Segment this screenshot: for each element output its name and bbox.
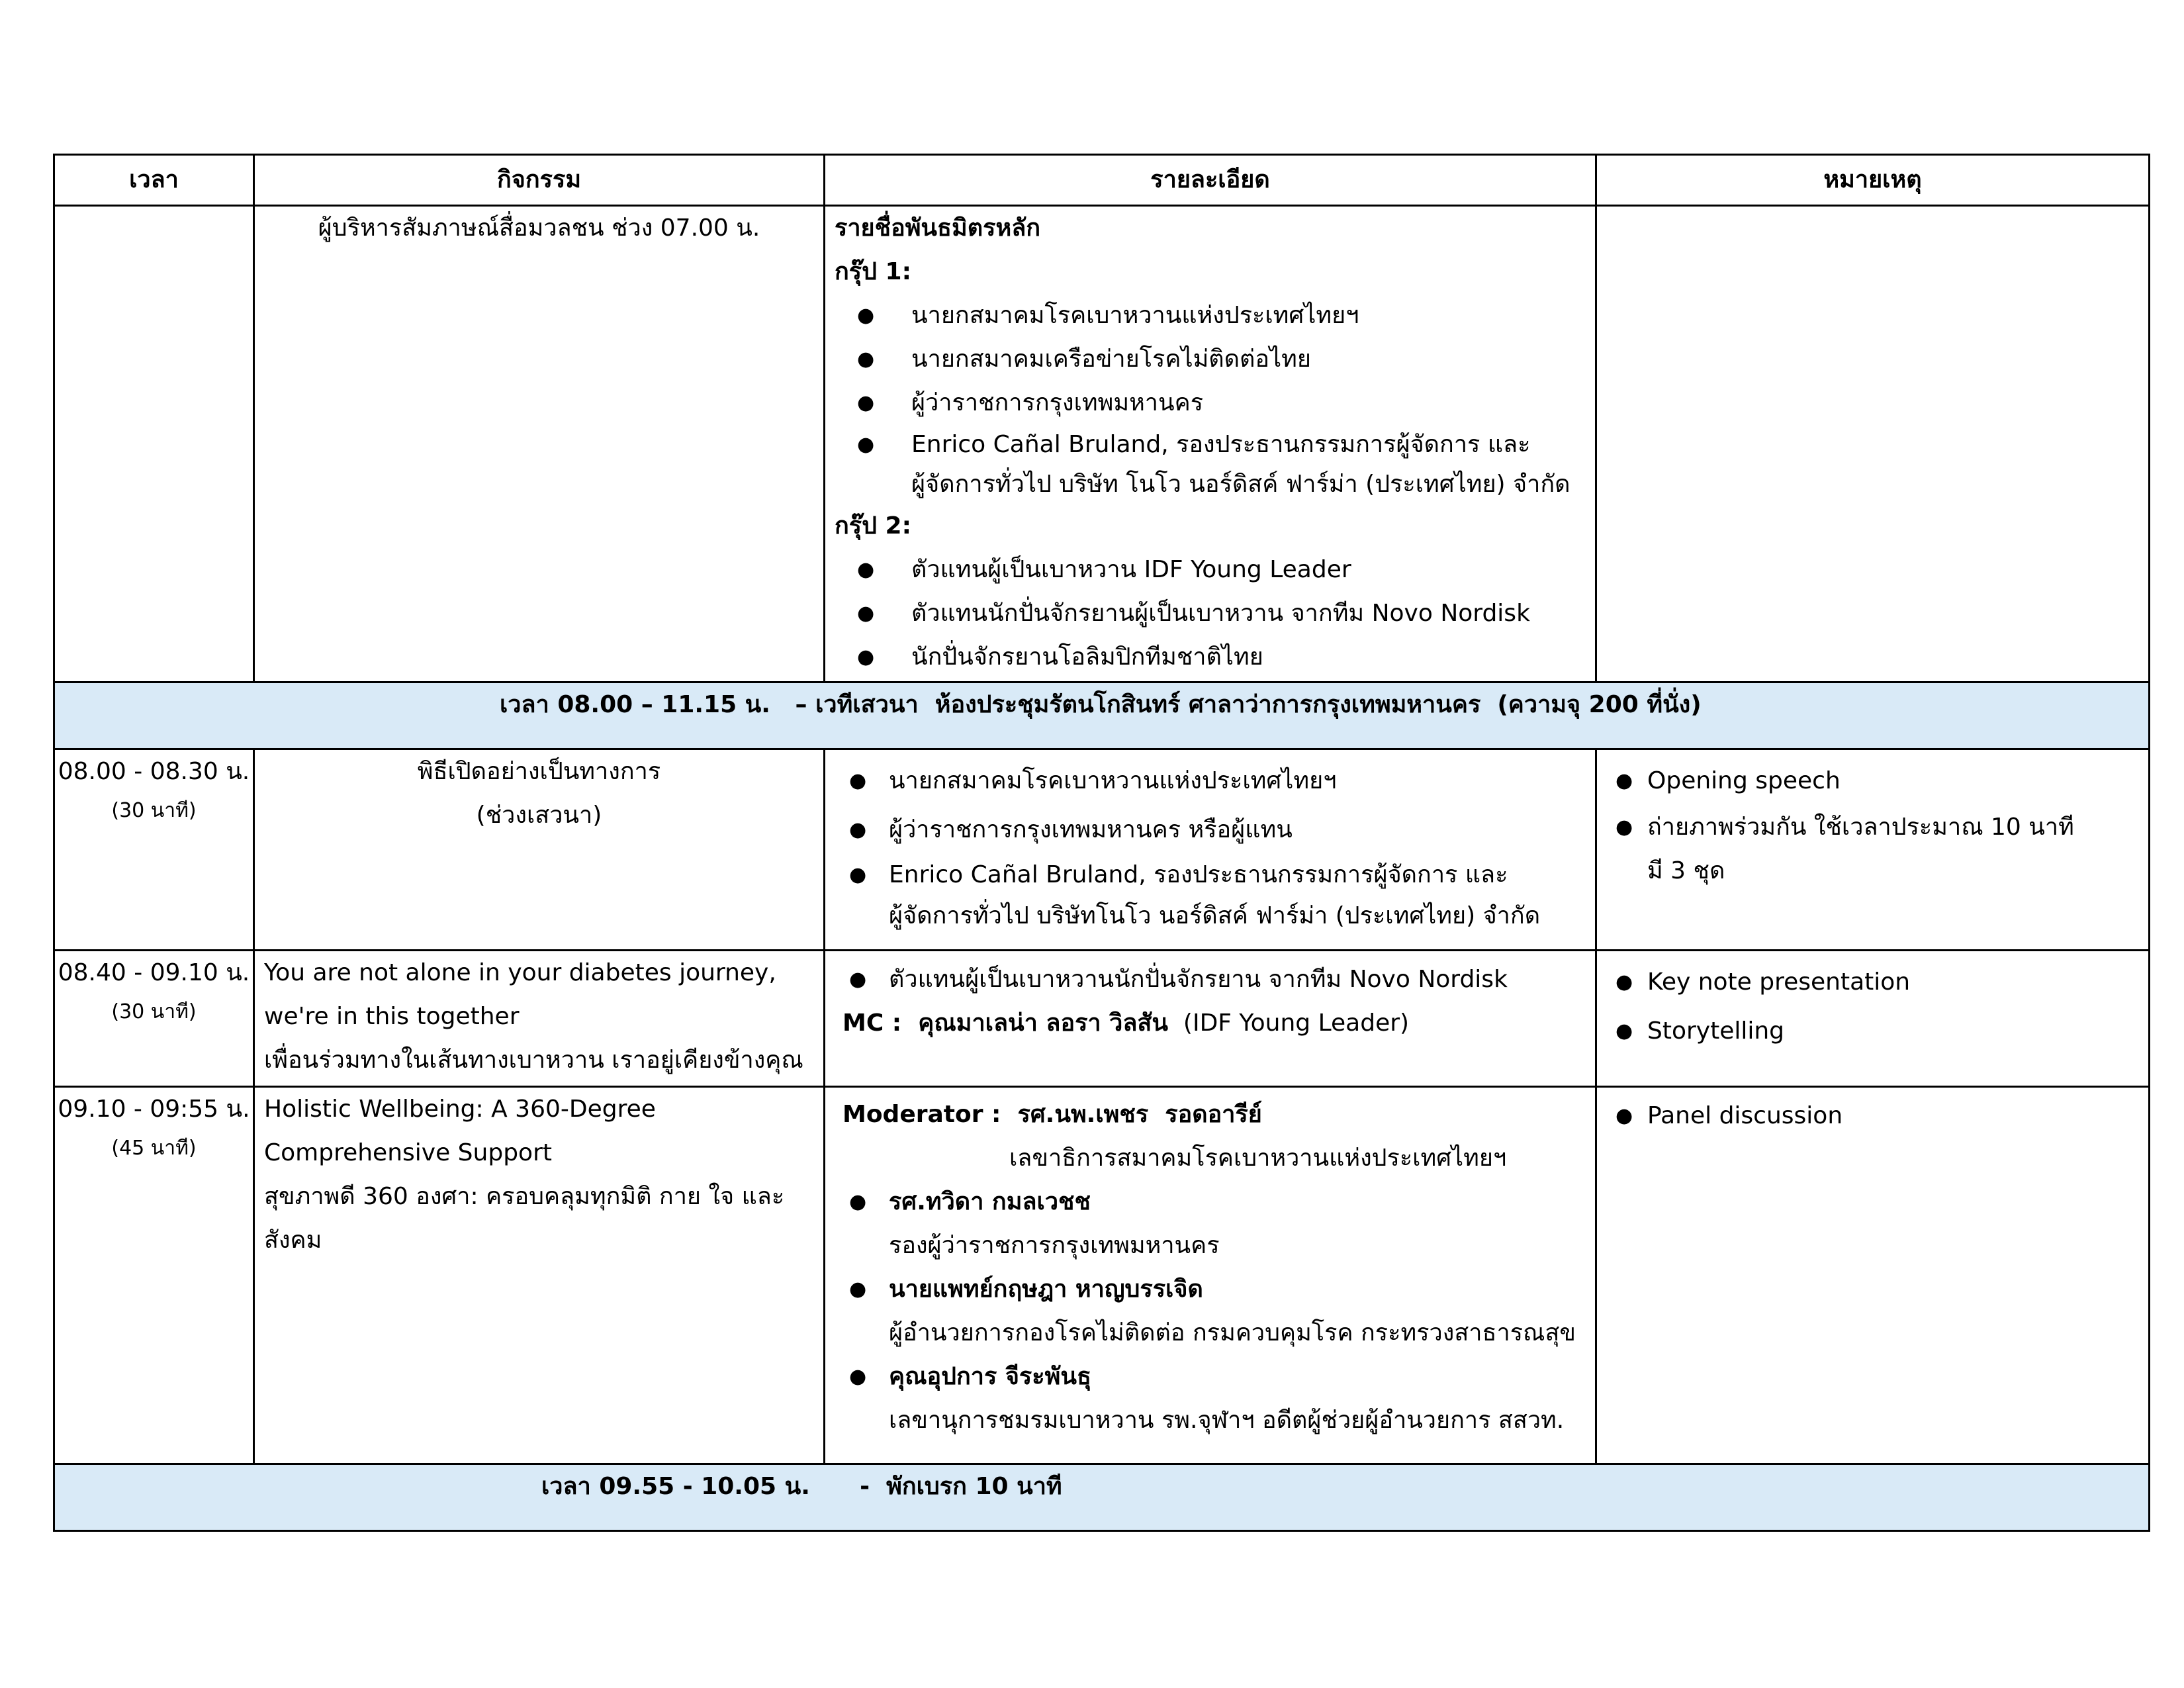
panelist-title: รองผู้ว่าราชการกรุงเทพมหานคร — [889, 1232, 1220, 1259]
group1-continuation: ผู้จัดการทั่วไป บริษัท โนโว นอร์ดิสค์ ฟาร์ม่า (ประเทศไทย) จำกัด — [911, 471, 1570, 498]
activity-cell — [254, 749, 825, 951]
list-item: ● Enrico Cañal Bruland, รองประธานกรรมการผู้จัดการ และ — [835, 425, 1584, 465]
header-detail: รายละเอียด — [825, 155, 1596, 206]
moderator-line: Moderator : รศ.นพ.เพชร รอดอารีย์ — [842, 1101, 1262, 1128]
section-break-text: เวลา 09.55 - 10.05 น. - พักเบรก 10 นาที — [541, 1473, 1062, 1500]
list-item: ● Opening speech — [1608, 757, 2138, 806]
header-row — [54, 155, 2150, 206]
panelist-name: ● รศ.ทวิดา กมลเวชช — [889, 1188, 1091, 1215]
note-continuation: มี 3 ชุด — [1647, 857, 1725, 884]
note-cell — [1596, 951, 2150, 1087]
note-list — [1608, 1094, 2138, 1138]
time-cell — [54, 749, 254, 951]
panelist-title: ผู้อำนวยการกองโรคไม่ติดต่อ กรมควบคุมโรค กระทรวงสาธารณสุข — [889, 1319, 1576, 1346]
section-row-forum — [54, 682, 2150, 749]
activity-cell — [254, 951, 825, 1087]
panelist-name: ● นายแพทย์กฤษฎา หาญบรรเจิด — [889, 1276, 1203, 1303]
list-item: ● Enrico Cañal Bruland, รองประธานกรรมการผู้จัดการ และ — [836, 855, 1584, 896]
section-banner — [54, 682, 2150, 749]
detail-cell — [825, 1087, 1596, 1464]
activity-line: You are not alone in your diabetes journey, — [264, 959, 776, 986]
detail-title: รายชื่อพันธมิตรหลัก — [835, 214, 1041, 242]
mc-suffix: (IDF Young Leader) — [1168, 1009, 1410, 1037]
list-item: ● ตัวแทนนักปั่นจักรยานผู้เป็นเบาหวาน จากทีม Novo Nordisk — [835, 592, 1584, 635]
table-row-keynote — [54, 951, 2150, 1087]
detail-cell — [825, 749, 1596, 951]
panelist-list — [836, 1180, 1584, 1442]
list-item: ● ตัวแทนผู้เป็นเบาหวาน IDF Young Leader — [835, 548, 1584, 592]
schedule-table — [53, 154, 2150, 1532]
activity-text: ผู้บริหารสัมภาษณ์สื่อมวลชน ช่วง 07.00 น. — [318, 214, 760, 242]
time-cell — [54, 206, 254, 682]
panelist-name: ● คุณอุปการ จีระพันธุ — [889, 1363, 1091, 1390]
note-list — [1608, 958, 2138, 1056]
activity-line: เพื่อนร่วมทางในเส้นทางเบาหวาน เราอยู่เคียงข้างคุณ — [264, 1047, 803, 1074]
list-item: ● Panel discussion — [1608, 1094, 2138, 1138]
list-item: ● ผู้ว่าราชการกรุงเทพมหานคร — [835, 381, 1584, 425]
note-cell — [1596, 1087, 2150, 1464]
header-activity: กิจกรรม — [254, 155, 825, 206]
list-item: ● ผู้ว่าราชการกรุงเทพมหานคร หรือผู้แทน — [836, 806, 1584, 855]
group1-label: กรุ๊ป 1: — [835, 258, 911, 285]
activity-line: (ช่วงเสวนา) — [476, 802, 602, 829]
list-item — [836, 1180, 1584, 1268]
list-item: ● นายกสมาคมโรคเบาหวานแห่งประเทศไทยฯ — [836, 757, 1584, 806]
group2-list — [835, 548, 1584, 679]
detail-continuation: ผู้จัดการทั่วไป บริษัทโนโว นอร์ดิสค์ ฟาร์ม่า (ประเทศไทย) จำกัด — [889, 902, 1541, 929]
activity-cell — [254, 1087, 825, 1464]
list-item: ● Storytelling — [1608, 1007, 2138, 1056]
group2-label: กรุ๊ป 2: — [835, 512, 911, 539]
panelist-title: เลขานุการชมรมเบาหวาน รพ.จุฬาฯ อดีตผู้ช่วยผู้อำนวยการ สสวท. — [889, 1407, 1565, 1434]
header-note: หมายเหตุ — [1596, 155, 2150, 206]
time-range: 09.10 - 09:55 น. — [58, 1096, 250, 1123]
list-item: ● นักปั่นจักรยานโอลิมปิกทีมชาติไทย — [835, 635, 1584, 679]
header-time: เวลา — [54, 155, 254, 206]
activity-line: พิธีเปิดอย่างเป็นทางการ — [417, 758, 661, 785]
mc-label: MC : คุณมาเลน่า ลอรา วิลสัน — [842, 1009, 1169, 1037]
list-item: ● Key note presentation — [1608, 958, 2138, 1007]
moderator-title: เลขาธิการสมาคมโรคเบาหวานแห่งประเทศไทยฯ — [1009, 1145, 1507, 1172]
list-item — [836, 1355, 1584, 1442]
duration: (30 นาที) — [111, 1000, 197, 1023]
note-cell — [1596, 749, 2150, 951]
detail-list — [836, 958, 1584, 1002]
detail-cell — [825, 206, 1596, 682]
table-row-panel — [54, 1087, 2150, 1464]
time-cell — [54, 1087, 254, 1464]
activity-line: สุขภาพดี 360 องศา: ครอบคลุมทุกมิติ กาย ใจ และ — [264, 1183, 785, 1210]
note-list — [1608, 757, 2138, 849]
section-forum-text: เวลา 08.00 – 11.15 น. – เวทีเสวนา ห้องประชุมรัตนโกสินทร์ ศาลาว่าการกรุงเทพมหานคร (ความจุ 200 ที่นั่ง) — [500, 691, 1702, 718]
section-row-break — [54, 1464, 2150, 1531]
activity-line: we're in this together — [264, 1003, 520, 1030]
list-item: ● นายกสมาคมเครือข่ายโรคไม่ติดต่อไทย — [835, 338, 1584, 381]
duration: (45 นาที) — [111, 1137, 197, 1160]
detail-list — [836, 757, 1584, 896]
activity-line: Holistic Wellbeing: A 360-Degree — [264, 1096, 656, 1123]
list-item: ● ถ่ายภาพร่วมกัน ใช้เวลาประมาณ 10 นาที — [1608, 806, 2138, 849]
group1-list — [835, 294, 1584, 465]
mc-line — [836, 1002, 1584, 1045]
note-cell — [1596, 206, 2150, 682]
list-item: ● ตัวแทนผู้เป็นเบาหวานนักปั่นจักรยาน จากทีม Novo Nordisk — [836, 958, 1584, 1002]
table-row-press — [54, 206, 2150, 682]
time-range: 08.40 - 09.10 น. — [58, 959, 250, 986]
activity-line: สังคม — [264, 1227, 322, 1254]
time-cell — [54, 951, 254, 1087]
list-item — [836, 1268, 1584, 1355]
duration: (30 นาที) — [111, 799, 197, 822]
activity-cell — [254, 206, 825, 682]
activity-line: Comprehensive Support — [264, 1139, 552, 1166]
table-row-opening — [54, 749, 2150, 951]
time-range: 08.00 - 08.30 น. — [58, 758, 250, 785]
section-banner — [54, 1464, 2150, 1531]
detail-cell — [825, 951, 1596, 1087]
list-item: ● นายกสมาคมโรคเบาหวานแห่งประเทศไทยฯ — [835, 294, 1584, 338]
